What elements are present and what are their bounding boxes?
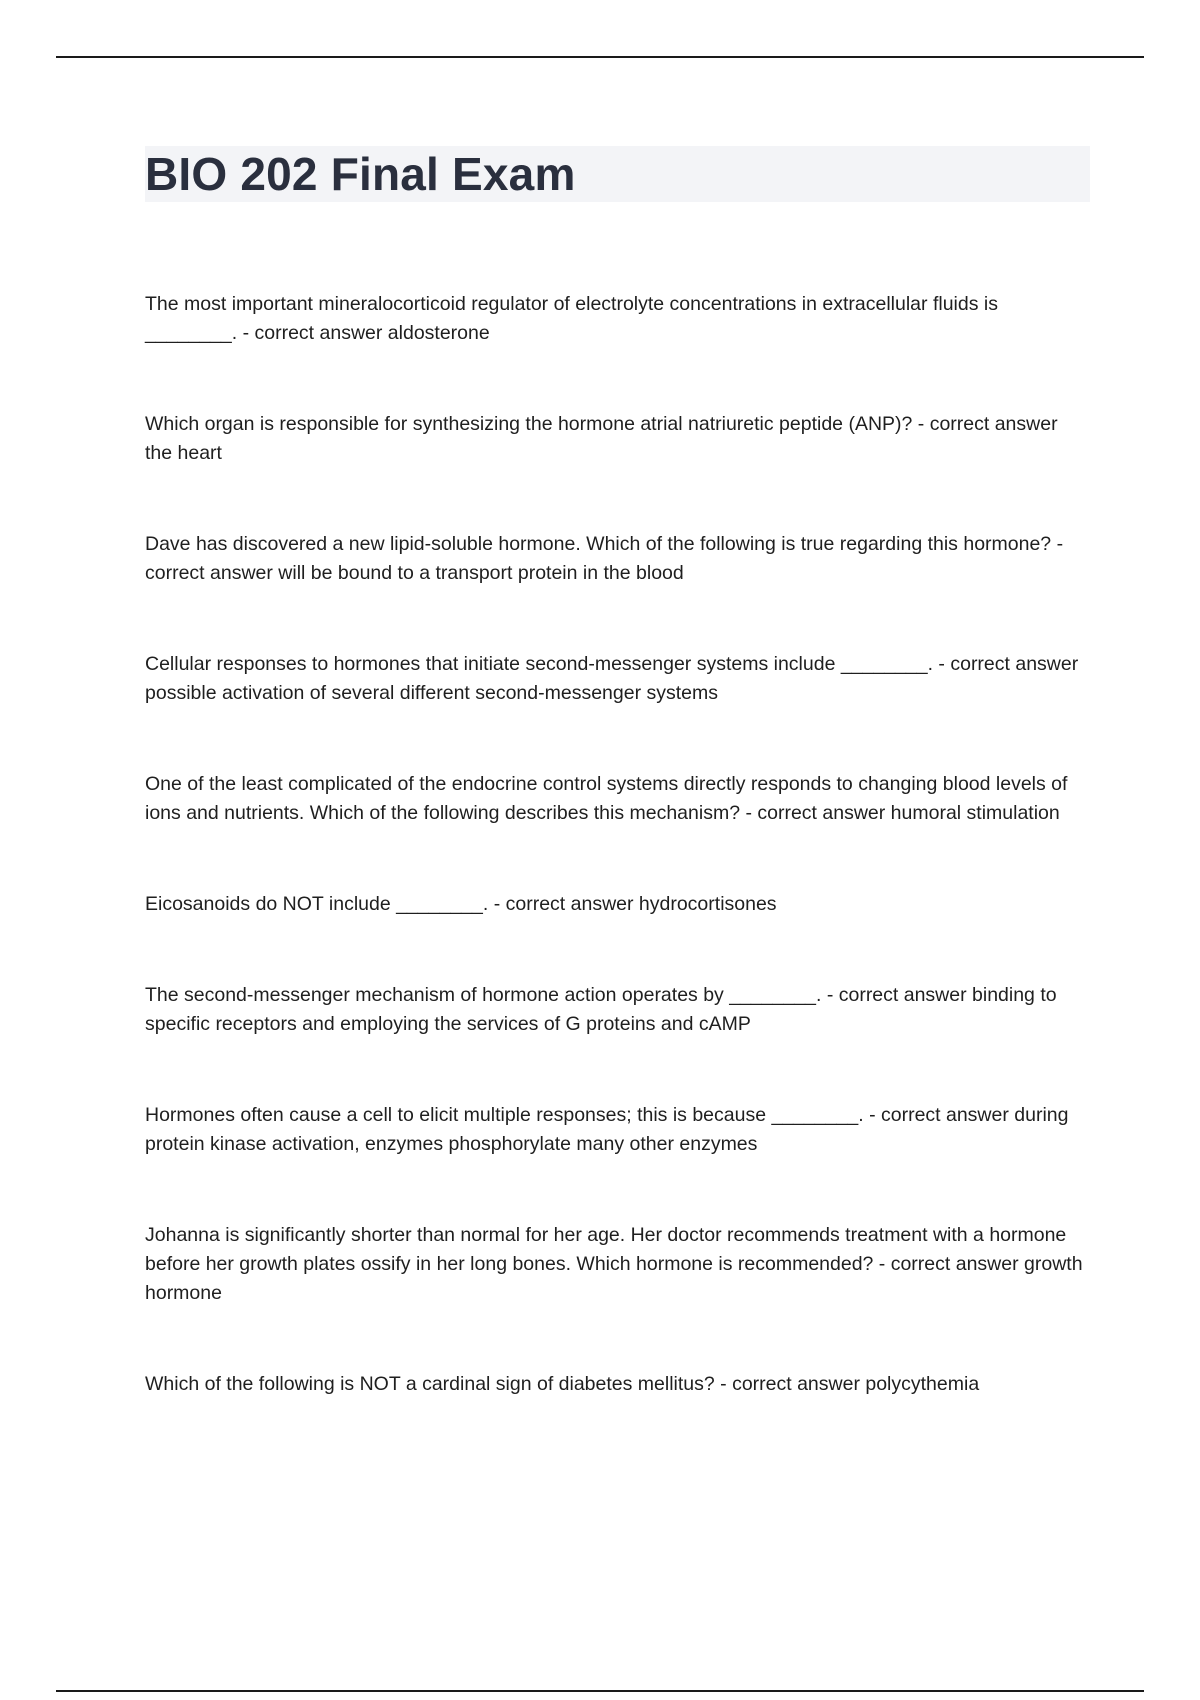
bottom-divider xyxy=(56,1690,1144,1692)
question-answer-item: Which organ is responsible for synthesizing the hormone atrial natriuretic peptide (ANP)? - correct answer the heart xyxy=(145,413,1058,464)
question-answer-item: Eicosanoids do NOT include ________. - correct answer hydrocortisones xyxy=(145,893,777,915)
question-list xyxy=(145,290,1090,1461)
top-divider xyxy=(56,56,1144,58)
question-answer-item: Hormones often cause a cell to elicit multiple responses; this is because ________. - correct answer during protein kinase activation, enzymes phosphorylate many other enzymes xyxy=(145,1104,1069,1155)
question-answer-item: The most important mineralocorticoid regulator of electrolyte concentrations in extracellular fluids is ________. - correct answer aldosterone xyxy=(145,293,998,344)
question-answer-item: One of the least complicated of the endocrine control systems directly responds to changing blood levels of ions and nutrients. Which of the following describes this mechanism? - correct answer humoral stimulation xyxy=(145,773,1068,824)
question-answer-item: The second-messenger mechanism of hormone action operates by ________. - correct answer binding to specific receptors and employing the services of G proteins and cAMP xyxy=(145,984,1057,1035)
page-title: BIO 202 Final Exam xyxy=(145,148,576,200)
question-answer-item: Which of the following is NOT a cardinal sign of diabetes mellitus? - correct answer polycythemia xyxy=(145,1373,980,1395)
question-answer-item: Dave has discovered a new lipid-soluble hormone. Which of the following is true regarding this hormone? - correct answer will be bound to a transport protein in the blood xyxy=(145,533,1064,584)
question-answer-item: Johanna is significantly shorter than normal for her age. Her doctor recommends treatment with a hormone before her growth plates ossify in her long bones. Which hormone is recommended? - correct answer growth hormone xyxy=(145,1224,1083,1304)
question-answer-item: Cellular responses to hormones that initiate second-messenger systems include ________. - correct answer possible activation of several different second-messenger systems xyxy=(145,653,1079,704)
